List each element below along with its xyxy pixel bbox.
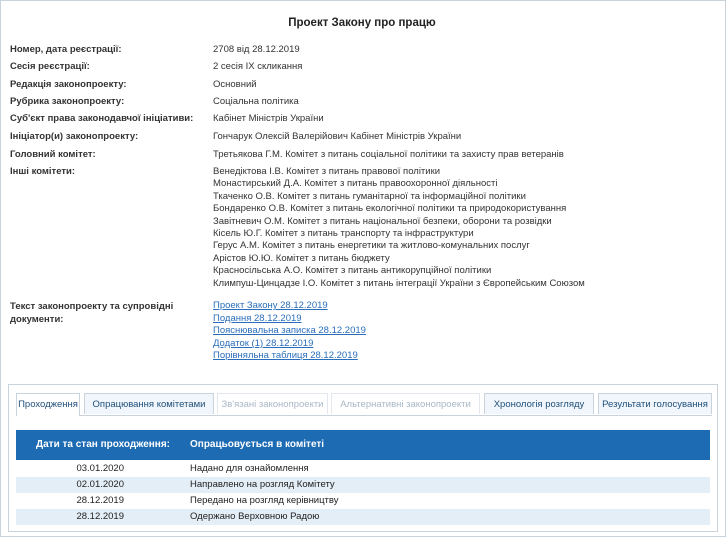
tab-related-bills: Зв'язані законопроекти [217,393,328,414]
tab-bar [16,393,712,416]
other-committees-list [213,166,585,290]
edition-value: Основний [213,79,257,90]
initiator-label: Ініціатор(и) законопроекту: [10,131,139,142]
row-date: 02.01.2020 [76,479,124,490]
row-date: 28.12.2019 [76,495,124,506]
row-date: 28.12.2019 [76,511,124,522]
tab-progress[interactable]: Проходження [16,393,80,416]
committee-item: Красносільська А.О. Комітет з питань антикорупційної політики [213,265,492,277]
committee-item: Климпуш-Цинцадзе І.О. Комітет з питань інтеграції України з Європейським Союзом [213,277,585,289]
document-link[interactable]: Порівняльна таблиця 28.12.2019 [213,350,358,362]
number-value: 2708 від 28.12.2019 [213,44,300,55]
tab-alternative-bills: Альтернативні законопроекти [331,393,480,414]
tab-committee-processing[interactable]: Опрацювання комітетами [84,393,214,414]
table-row [16,461,710,477]
document-link[interactable]: Додаток (1) 28.12.2019 [213,337,314,349]
row-status: Надано для ознайомлення [190,463,309,474]
table-row [16,493,710,509]
table-row [16,477,710,493]
row-status: Одержано Верховною Радою [190,511,320,522]
table-row [16,509,710,525]
row-date: 03.01.2020 [76,463,124,474]
rubric-label: Рубрика законопроекту: [10,96,125,107]
committee-item: Герус А.М. Комітет з питань енергетики та житлово-комунальних послуг [213,240,530,252]
documents-list [213,300,366,363]
rubric-value: Соціальна політика [213,96,299,107]
progress-table-header [16,430,710,460]
tab-voting-results[interactable]: Результати голосування [598,393,712,414]
documents-label: Текст законопроекту та супровідні документи: [10,301,174,325]
committee-item: Венедіктова І.В. Комітет з питань правової політики [213,166,441,177]
committee-item: Арістов Ю.Ю. Комітет з питань бюджету [213,252,390,264]
subject-value: Кабінет Міністрів України [213,113,324,124]
subject-label: Суб'єкт права законодавчої ініціативи: [10,113,194,124]
committee-item: Завітневич О.М. Комітет з питань національної безпеки, оборони та розвідки [213,215,552,227]
main-committee-label: Головний комітет: [10,149,96,160]
other-committees-label: Інші комітети: [10,166,76,177]
page-title: Проект Закону про працю [288,17,436,29]
edition-label: Редакція законопроекту: [10,79,127,90]
document-link[interactable]: Подання 28.12.2019 [213,312,302,324]
document-link[interactable]: Пояснювальна записка 28.12.2019 [213,325,366,337]
session-value: 2 сесія IX скликання [213,61,303,72]
row-status: Направлено на розгляд Комітету [190,479,335,490]
main-committee-value: Третьякова Г.М. Комітет з питань соціальної політики та захисту прав ветеранів [213,149,564,160]
committee-item: Монастирський Д.А. Комітет з питань правоохоронної діяльності [213,178,498,190]
document-link[interactable]: Проект Закону 28.12.2019 [213,300,328,311]
session-label: Сесія реєстрації: [10,61,90,72]
number-label: Номер, дата реєстрації: [10,44,122,55]
header-status-label: Опрацьовується в комітеті [190,439,325,450]
initiator-value: Гончарук Олексій Валерійович Кабінет Міністрів України [213,131,462,142]
committee-item: Ткаченко О.В. Комітет з питань гуманітарної та інформаційної політики [213,190,526,202]
row-status: Передано на розгляд керівництву [190,495,339,506]
committee-item: Кісель Ю.Г. Комітет з питань транспорту та інфраструктури [213,228,474,240]
tab-chronology[interactable]: Хронологія розгляду [484,393,594,414]
committee-item: Бондаренко О.В. Комітет з питань екологічної політики та природокористування [213,203,567,215]
header-date-label: Дати та стан проходження: [36,439,170,450]
